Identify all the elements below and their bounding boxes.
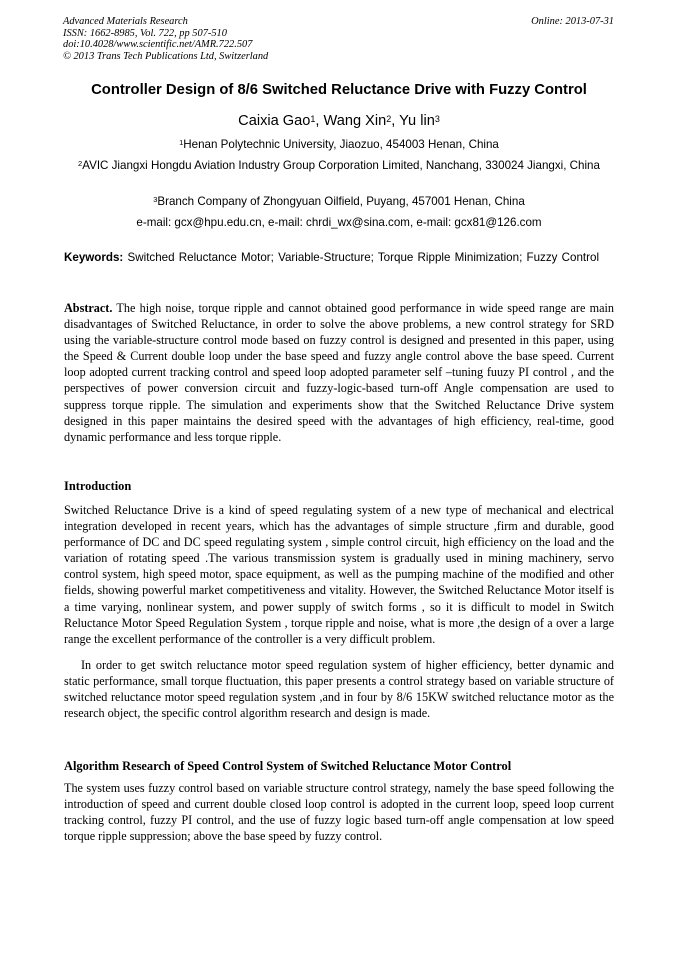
section-heading-introduction: Introduction — [64, 479, 132, 493]
affiliation-sup: 3 — [153, 195, 158, 204]
affiliation-sup: 1 — [179, 138, 184, 147]
affiliation-1 — [64, 138, 614, 152]
introduction-paragraph-1: Switched Reluctance Drive is a kind of speed regulating system of a new type of mechanical and electrical integration developed in recent years, which has the advantages of simple structure ,firm and durable, good performance of DC and DC speed regulating system , simple control circuit, high efficiency on the load and the variation of rotating speed .The various transmission system is gradually used in mining machinery, servo control system, high speed motor, space equipment, as well as the pumping machine of the modified and other fields, showing powerful market competitiveness and vitality. However, the Switched Reluctance Motor itself is a time varying, nonlinear system, and power supply of switch forms , so it is difficult to model in Switch Reluctance Motor Speed Regulation System , torque ripple and noise, what is more ,the design of a over a large range the excellent performance of the controller is a very difficult problem. — [64, 503, 614, 646]
issn-line: ISSN: 1662-8985, Vol. 722, pp 507-510 — [63, 27, 227, 39]
author-name: Yu lin — [399, 113, 435, 129]
affiliation-text: Branch Company of Zhongyuan Oilfield, Puyang, 457001 Henan, China — [157, 195, 525, 208]
affiliation-sup: 2 — [78, 159, 83, 168]
affiliation-3 — [64, 195, 614, 209]
copyright-line: © 2013 Trans Tech Publications Ltd, Switzerland — [63, 50, 269, 62]
author-sup: 2 — [386, 114, 392, 124]
author-name: Wang Xin — [323, 113, 387, 129]
introduction-paragraph-2: In order to get switch reluctance motor speed regulation system of higher efficiency, better dynamic and static performance, small torque fluctuation, this paper presents a control strategy based on variable structure of switched reluctance motor speed regulation system ,and in four by 8/6 15KW switched reluctance motor as the research object, the specific control algorithm research and design is made. — [64, 658, 614, 721]
keywords — [64, 251, 614, 265]
author-separator: , — [315, 113, 324, 129]
journal-name: Advanced Materials Research — [63, 16, 188, 27]
author-separator: , — [391, 113, 400, 129]
online-date: Online: 2013-07-31 — [531, 16, 614, 27]
abstract-label: Abstract. — [64, 301, 113, 315]
abstract — [64, 300, 614, 445]
author-sup: 1 — [310, 114, 316, 124]
paper-title: Controller Design of 8/6 Switched Reluctance Drive with Fuzzy Control — [91, 82, 587, 98]
author-list — [40, 112, 638, 130]
keywords-label: Keywords: — [64, 251, 124, 264]
doi-line: doi:10.4028/www.scientific.net/AMR.722.507 — [63, 39, 253, 51]
journal-header — [63, 16, 268, 62]
section-heading-algorithm: Algorithm Research of Speed Control System of Switched Reluctance Motor Control — [64, 759, 512, 773]
email-line: e-mail: gcx@hpu.edu.cn, e-mail: chrdi_wx@sina.com, e-mail: gcx81@126.com — [136, 216, 542, 229]
affiliation-2 — [64, 159, 614, 173]
author-sup: 3 — [434, 114, 440, 124]
keywords-text: Switched Reluctance Motor; Variable-Structure; Torque Ripple Minimization; Fuzzy Control — [127, 251, 600, 264]
algorithm-paragraph-1: The system uses fuzzy control based on variable structure control strategy, namely the base speed following the introduction of speed and current double closed loop control is adopted in the current loop, speed loop current tracking control, fuzzy PI control, and the use of fuzzy logic based turn-off angle compensation at low speed torque ripple suppression; above the base speed by fuzzy control. — [64, 781, 614, 844]
abstract-text: The high noise, torque ripple and cannot obtained good performance in wide speed range are main disadvantages of Switched Reluctance, in order to solve the above problems, a new control strategy for SRD using the variable-structure control mode based on fuzzy control is designed and presented in this paper, using the Speed & Current double loop under the base speed and fuzzy angle control above the base speed. Current loop adopted current tracking control and speed loop adopted parameter self –tuning fuuzy PI control , and the perspectives of power conversion circuit and fuzzy-logic-based turn-off Angle compensation are used to suppress torque ripple. The simulation and experiments show that the Switched Reluctance Drive system designed in this paper maintains the desired speed with the advantages of high efficiency, real-time, good dynamic performance and less torque ripple. — [64, 301, 614, 444]
affiliation-text: Henan Polytechnic University, Jiaozuo, 454003 Henan, China — [183, 138, 499, 151]
author-name: Caixia Gao — [238, 113, 311, 129]
affiliation-text: AVIC Jiangxi Hongdu Aviation Industry Group Corporation Limited, Nanchang, 330024 Jiangxi, China — [82, 159, 600, 172]
